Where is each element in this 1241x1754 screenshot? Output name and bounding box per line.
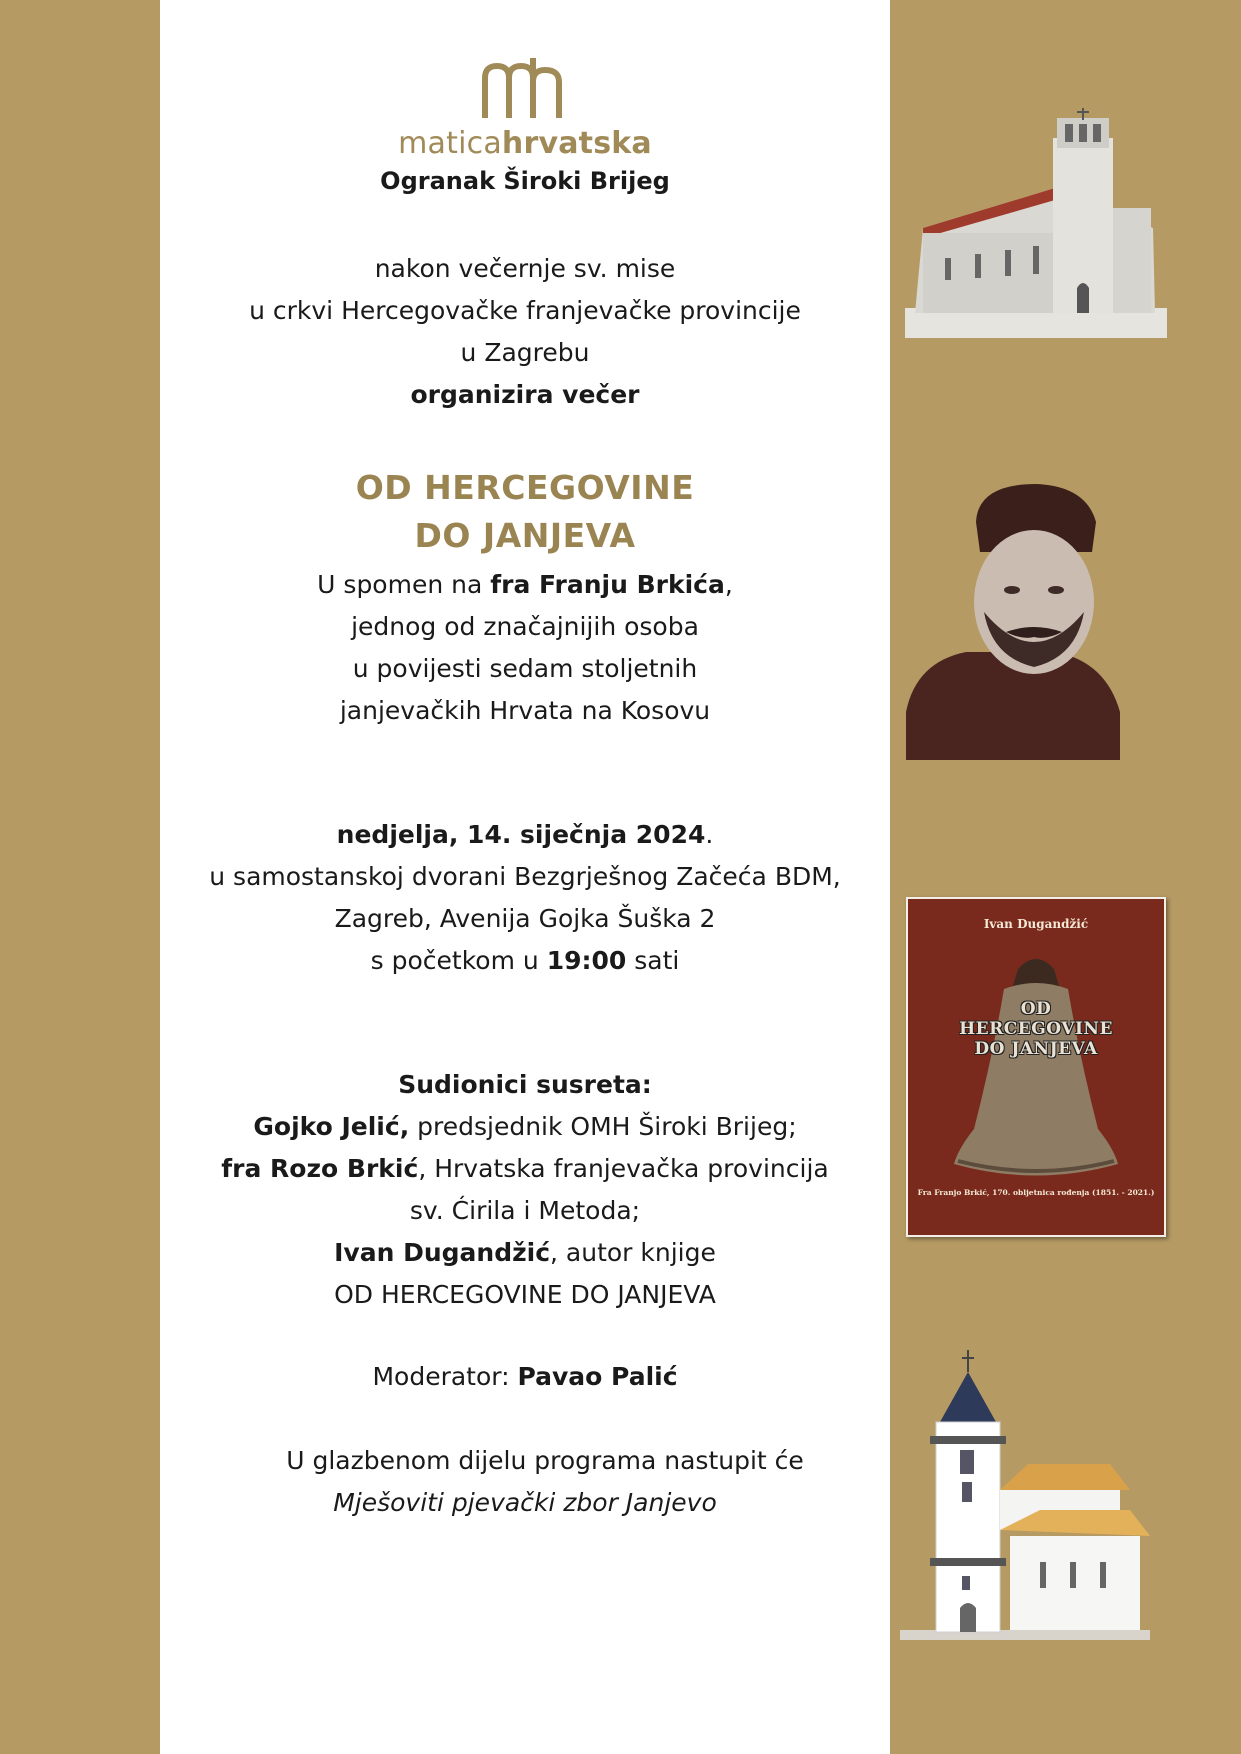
event-date: nedjelja, 14. siječnja 2024. bbox=[336, 820, 714, 849]
matica-logo bbox=[160, 56, 890, 124]
left-border-band bbox=[0, 0, 160, 1754]
book-cover-title: OD HERCEGOVINE DO JANJEVA bbox=[959, 999, 1113, 1059]
intro-line: u Zagrebu bbox=[460, 338, 590, 367]
portrait-fra-franjo-brkic bbox=[906, 482, 1120, 760]
participant-line: Ivan Dugandžić, autor knjige bbox=[334, 1238, 716, 1267]
book-cover bbox=[906, 897, 1166, 1237]
poster-content bbox=[160, 0, 890, 1754]
church-image-bottom bbox=[900, 1350, 1150, 1640]
intro-line: u crkvi Hercegovačke franjevačke provincije bbox=[249, 296, 801, 325]
book-cover-subtitle: Fra Franjo Brkić, 170. obljetnica rođenja (1851. - 2021.) bbox=[917, 1188, 1155, 1197]
bell-icon bbox=[948, 949, 1124, 1179]
church-image-top bbox=[905, 108, 1167, 338]
music-line: U glazbenom dijelu programa nastupit će bbox=[286, 1446, 804, 1475]
memorial-line: jednog od značajnijih osoba bbox=[351, 612, 699, 641]
memorial-line: janjevačkih Hrvata na Kosovu bbox=[339, 696, 711, 725]
participant-line: fra Rozo Brkić, Hrvatska franjevačka provincija bbox=[221, 1154, 829, 1183]
branch-name: Ogranak Široki Brijeg bbox=[380, 167, 670, 195]
event-title-line2: DO JANJEVA bbox=[414, 516, 636, 555]
event-venue: u samostanskoj dvorani Bezgrješnog Začeća BDM, bbox=[209, 862, 841, 891]
event-title-line1: OD HERCEGOVINE bbox=[355, 468, 695, 507]
mh-logo-icon bbox=[479, 56, 571, 120]
book-author: Ivan Dugandžić bbox=[983, 917, 1089, 931]
event-time: s početkom u 19:00 sati bbox=[370, 946, 680, 975]
intro-organizes: organizira večer bbox=[410, 380, 640, 409]
participant-line: Gojko Jelić, predsjednik OMH Široki Brijeg; bbox=[253, 1112, 797, 1141]
moderator-line: Moderator: Pavao Palić bbox=[372, 1362, 678, 1391]
participant-line: sv. Ćirila i Metoda; bbox=[409, 1196, 641, 1225]
memorial-line: U spomen na fra Franju Brkića, bbox=[317, 570, 733, 599]
intro-line: nakon večernje sv. mise bbox=[374, 254, 676, 283]
choir-name: Mješoviti pjevački zbor Janjevo bbox=[333, 1488, 717, 1517]
memorial-line: u povijesti sedam stoljetnih bbox=[352, 654, 698, 683]
event-address: Zagreb, Avenija Gojka Šuška 2 bbox=[334, 904, 716, 933]
matica-name: maticahrvatska bbox=[398, 126, 652, 161]
participants-heading: Sudionici susreta: bbox=[398, 1070, 652, 1099]
book-title-text: OD HERCEGOVINE DO JANJEVA bbox=[334, 1280, 716, 1309]
